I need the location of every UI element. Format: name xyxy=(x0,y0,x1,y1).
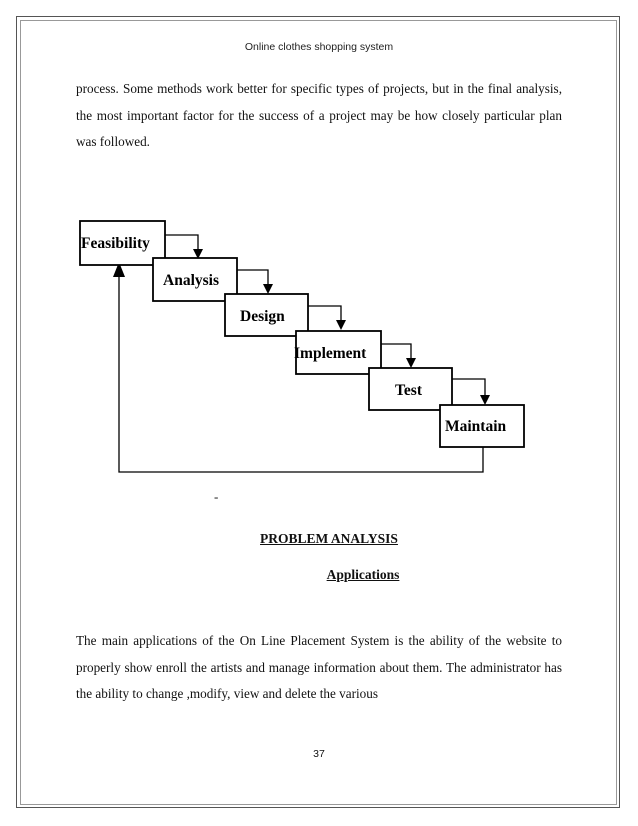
stage-label: Analysis xyxy=(163,272,219,289)
arrow-down-icon xyxy=(263,284,273,294)
stray-dash: - xyxy=(214,489,219,504)
stage-boxes xyxy=(80,221,524,447)
body-paragraph: The main applications of the On Line Placement System is the ability of the website to properly show enroll the artists and manage information about them. The administrator has the ability to change ,modify, view and delete the various xyxy=(76,633,562,701)
arrow-down-icon xyxy=(406,358,416,368)
stage-label: Test xyxy=(395,382,422,399)
stage-label: Feasibility xyxy=(81,235,150,252)
arrow-down-icon xyxy=(336,320,346,330)
stage-label: Implement xyxy=(294,345,367,362)
intro-paragraph: process. Some methods work better for specific types of projects, but in the final analysis, the most important factor for the success of a project may be how closely particular plan was followed. xyxy=(76,81,562,149)
stage-label: Maintain xyxy=(445,418,507,435)
section-heading: PROBLEM ANALYSIS xyxy=(260,531,398,546)
stage-label: Design xyxy=(240,308,285,325)
section-subheading: Applications xyxy=(326,567,400,582)
page-header: Online clothes shopping system xyxy=(244,41,394,53)
arrow-down-icon xyxy=(480,395,490,405)
page-number: 37 xyxy=(313,748,325,760)
